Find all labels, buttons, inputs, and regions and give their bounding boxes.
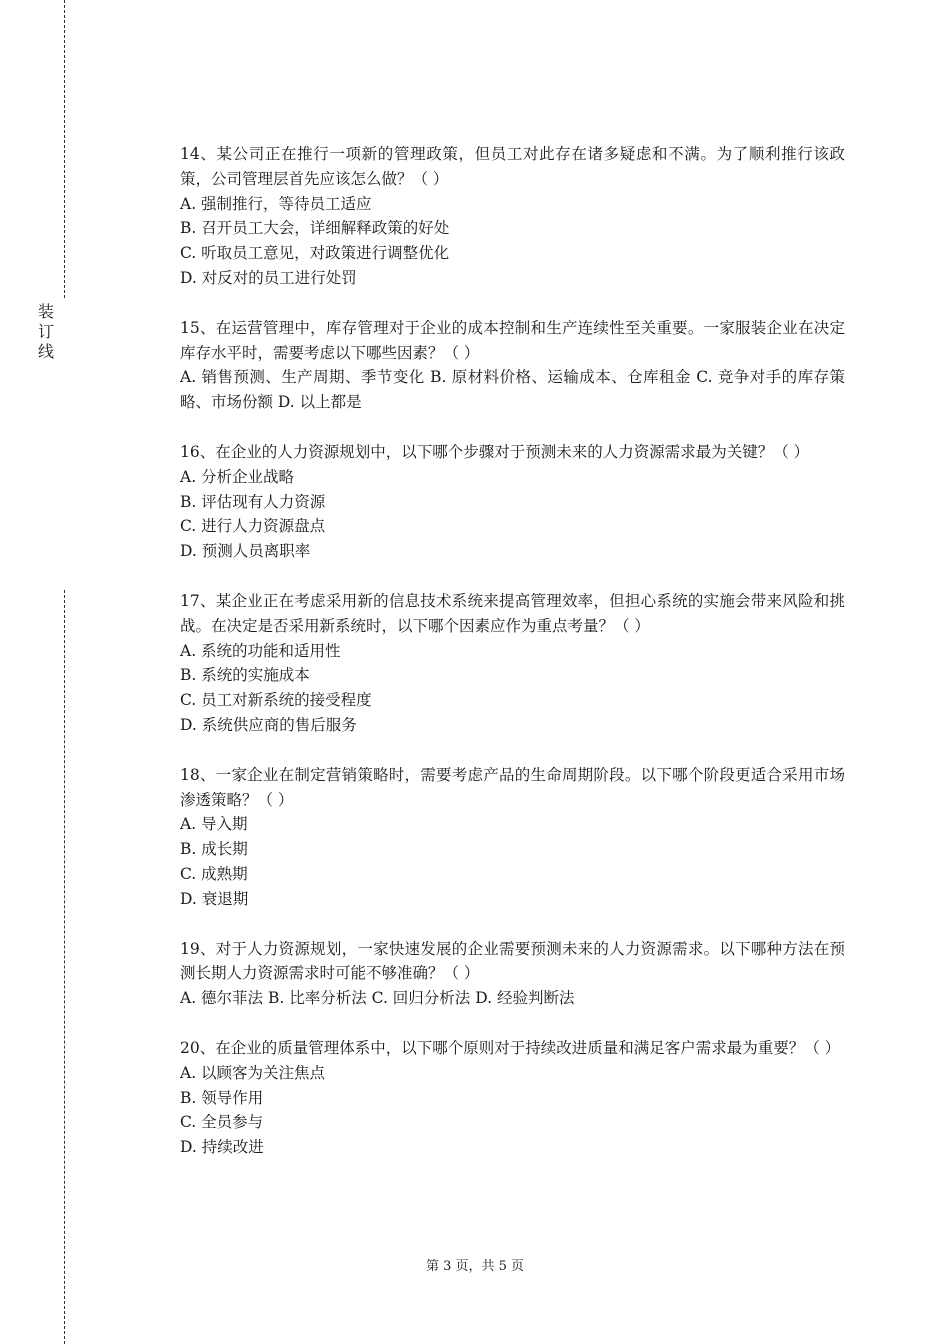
page-number: 第 3 页，共 5 页 [425,1259,525,1274]
binding-label [36,302,56,362]
option-b: B. 领导作用 [180,1088,264,1107]
question-20 [180,1036,845,1160]
option-b: B. 召开员工大会，详细解释政策的好处 [180,219,450,238]
option-d: D. 衰退期 [180,889,249,908]
question-19 [180,937,845,1011]
question-17 [180,589,845,738]
inline-options: A. 德尔菲法 B. 比率分析法 C. 回归分析法 D. 经验判断法 [180,989,575,1008]
option-c: C. 听取员工意见，对政策进行调整优化 [180,244,450,263]
binding-label-char: 装 [37,302,54,321]
binding-label-char: 线 [37,342,54,361]
option-d: D. 预测人员离职率 [180,542,311,561]
option-d: D. 对反对的员工进行处罚 [180,268,357,287]
option-d: D. 系统供应商的售后服务 [180,715,357,734]
option-a: A. 系统的功能和适用性 [180,641,341,660]
option-b: B. 成长期 [180,840,248,859]
option-a: A. 以顾客为关注焦点 [180,1063,326,1082]
option-d: D. 持续改进 [180,1138,264,1157]
option-c: C. 全员参与 [180,1113,264,1132]
question-14 [180,142,845,291]
question-stem: 16、在企业的人力资源规划中，以下哪个步骤对于预测未来的人力资源需求最为关键？（ ） [180,442,810,461]
binding-dashed-line-bottom [64,590,65,1344]
question-16 [180,440,845,564]
option-a: A. 强制推行，等待员工适应 [180,194,372,213]
binding-label-char: 订 [37,322,54,341]
option-a: A. 分析企业战略 [180,467,295,486]
option-a: A. 导入期 [180,815,248,834]
option-b: B. 评估现有人力资源 [180,492,326,511]
question-stem: 15、在运营管理中，库存管理对于企业的成本控制和生产连续性至关重要。一家服装企业在决定库存水平时，需要考虑以下哪些因素？（ ） [180,318,845,362]
option-c: C. 进行人力资源盘点 [180,517,326,536]
question-stem: 19、对于人力资源规划，一家快速发展的企业需要预测未来的人力资源需求。以下哪种方法在预测长期人力资源需求时可能不够准确？（ ） [180,939,845,983]
question-stem: 17、某企业正在考虑采用新的信息技术系统来提高管理效率，但担心系统的实施会带来风险和挑战。在决定是否采用新系统时，以下哪个因素应作为重点考量？（ ） [180,591,845,635]
question-15 [180,316,845,415]
question-stem: 14、某公司正在推行一项新的管理政策，但员工对此存在诸多疑虑和不满。为了顺利推行该政策，公司管理层首先应该怎么做？（ ） [180,145,845,188]
question-stem: 20、在企业的质量管理体系中，以下哪个原则对于持续改进质量和满足客户需求最为重要？（ ） [180,1038,841,1057]
question-list [180,142,845,1185]
binding-dashed-line-top [64,0,65,298]
option-c: C. 成熟期 [180,864,248,883]
question-stem: 18、一家企业在制定营销策略时，需要考虑产品的生命周期阶段。以下哪个阶段更适合采用市场渗透策略？（ ） [180,765,845,809]
option-b: B. 系统的实施成本 [180,666,310,685]
question-18 [180,763,845,912]
option-c: C. 员工对新系统的接受程度 [180,691,372,710]
inline-options: A. 销售预测、生产周期、季节变化 B. 原材料价格、运输成本、仓库租金 C. 竞争对手的库存策略、市场份额 D. 以上都是 [180,368,845,412]
